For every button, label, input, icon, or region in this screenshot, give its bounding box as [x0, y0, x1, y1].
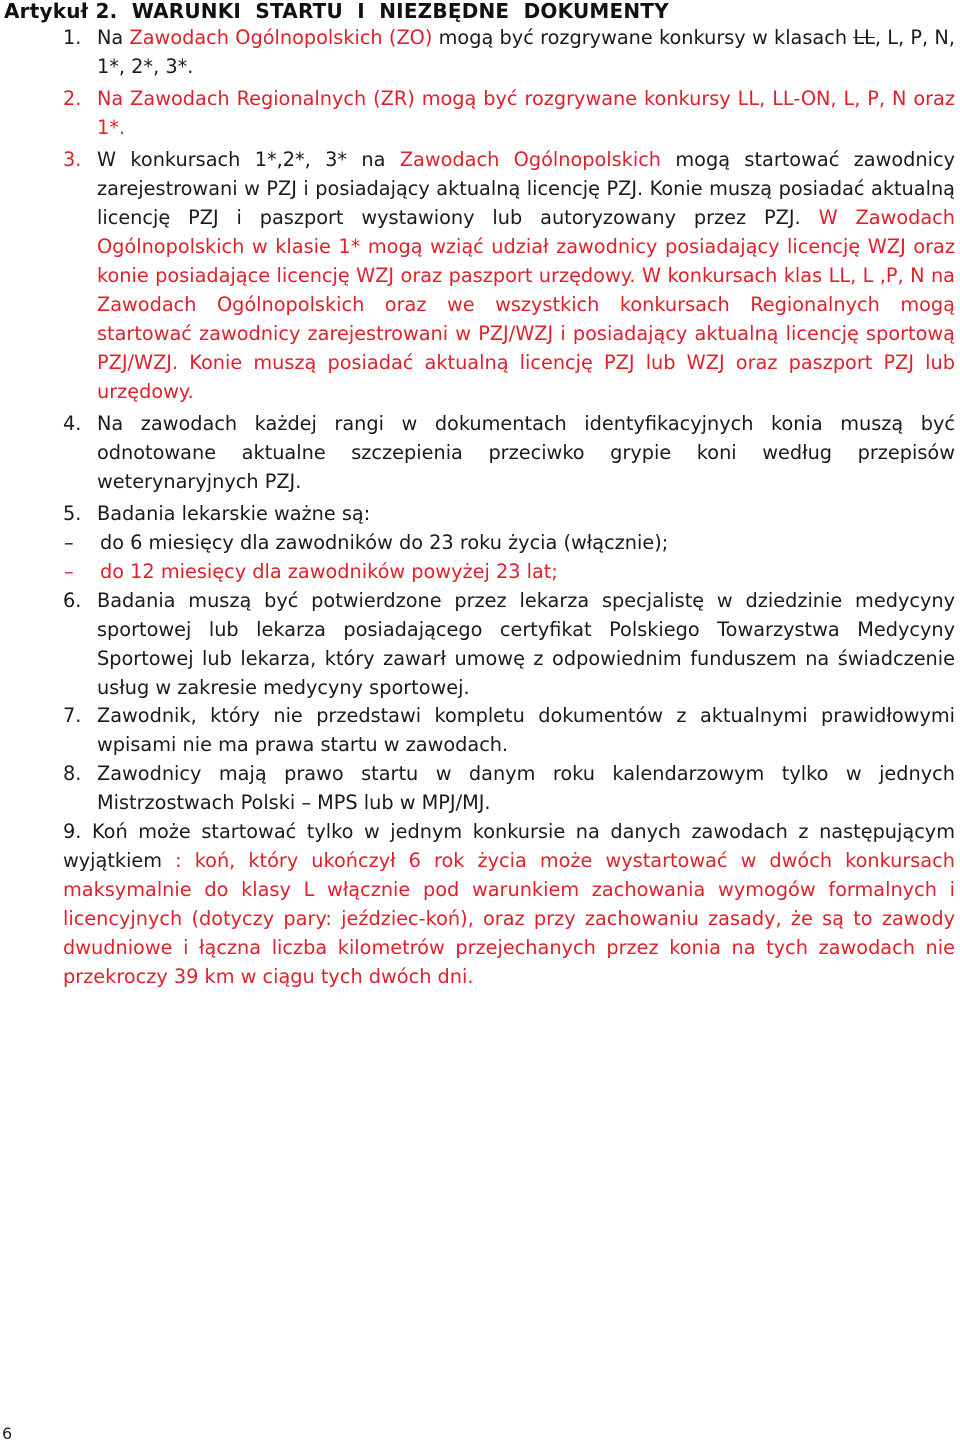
list-item: [63, 84, 955, 144]
list-item: [63, 23, 955, 83]
struck-text: LL: [853, 26, 875, 49]
text-segment: Zawodach Ogólnopolskich (ZO): [129, 26, 433, 49]
list-item: [63, 409, 955, 499]
text-segment: W Zawodach Ogólnopolskich w klasie 1* mogą wziąć udział zawodnicy posiadający licencję WZJ oraz konie posiadające licencję WZJ oraz paszport urzędowy. W konkursach klas LL, L ,P, N na Zawodach Ogólnopolskich oraz we wszystkich konkursach Regionalnych mogą startować zawodnicy zarejestrowani w PZJ/WZJ i posiadający aktualną licencję sportową PZJ/WZJ. Konie muszą posiadać aktualną licencję PZJ lub WZJ oraz paszport PZJ lub urzędowy.: [97, 206, 955, 403]
list-item: [63, 759, 955, 819]
dash-item-text: do 6 miesięcy dla zawodników do 23 roku życia (włącznie);: [100, 531, 669, 554]
dash-bullet: –: [64, 560, 74, 583]
list-item: [63, 499, 955, 529]
text-segment: Na: [97, 26, 130, 49]
item-number: 5.: [63, 502, 82, 525]
list-item: [63, 586, 955, 704]
item-number: 7.: [63, 704, 82, 727]
item-text: [97, 23, 955, 81]
dash-item-text: do 12 miesięcy dla zawodników powyżej 23 lat;: [100, 560, 558, 583]
dash-list-item: [60, 557, 952, 587]
item-text: [97, 499, 955, 528]
item-text: [97, 586, 955, 702]
text-segment: Zawodnicy mają prawo startu w danym roku kalendarzowym tylko w jednych Mistrzostwach Polski – MPS lub w MPJ/MJ.: [97, 762, 955, 814]
article-title: Artykuł 2. WARUNKI STARTU I NIEZBĘDNE DOKUMENTY: [4, 0, 669, 23]
list-item: [63, 817, 955, 991]
text-segment: Zawodach Ogólnopolskich: [399, 148, 662, 171]
text-segment: , L, P, N, 1*, 2*, 3*.: [97, 26, 955, 78]
text-segment: 9. Koń może startować tylko w jednym konkursie na danych zawodach z następującym wyjątkiem: [63, 820, 955, 872]
item-number: 4.: [63, 412, 82, 435]
item-text: [97, 701, 955, 759]
dash-list-item: [60, 528, 952, 558]
item-text: [97, 759, 955, 817]
item-number: 2.: [63, 87, 82, 110]
text-segment: Na Zawodach Regionalnych (ZR) mogą być rozgrywane konkursy LL, LL-ON, L, P, N oraz 1*.: [97, 87, 955, 139]
item-number: 6.: [63, 589, 82, 612]
text-segment: Na zawodach każdej rangi w dokumentach identyfikacyjnych konia muszą być odnotowane aktualne szczepienia przeciwko grypie koni według przepisów weterynaryjnych PZJ.: [97, 412, 955, 493]
item-text: [97, 409, 955, 496]
text-segment: Badania lekarskie ważne są:: [97, 502, 371, 525]
text-segment: mogą startować zawodnicy zarejestrowani w PZJ i posiadający aktualną licencję PZJ. Konie muszą posiadać aktualną licencję PZJ i paszport wystawiony lub autoryzowany przez PZJ.: [97, 148, 955, 229]
list-item: [63, 701, 955, 761]
text-segment: mogą być rozgrywane konkursy w klasach: [432, 26, 854, 49]
item-text: [97, 84, 955, 142]
dash-bullet: –: [64, 531, 74, 554]
item-number: 1.: [63, 26, 82, 49]
list-item: [63, 145, 955, 407]
text-segment: : koń, który ukończył 6 rok życia może wystartować w dwóch konkursach maksymalnie do klasy L włącznie pod warunkiem zachowania wymogów formalnych i licencyjnych (dotyczy pary: jeździec-koń), oraz przy zachowaniu zasady, że są to zawody dwudniowe i łączna liczba kilometrów przejechanych przez konia na tych zawodach nie przekroczy 39 km w ciągu tych dwóch dni.: [63, 849, 955, 988]
text-segment: W konkursach 1*,2*, 3* na: [97, 148, 400, 171]
page-number: 6: [2, 1424, 13, 1443]
item-number: 3.: [63, 148, 82, 171]
item-text: [97, 145, 955, 406]
text-segment: Badania muszą być potwierdzone przez lekarza specjalistę w dziedzinie medycyny sportowej lub lekarza posiadającego certyfikat Polskiego Towarzystwa Medycyny Sportowej lub lekarza, który zawarł umowę z odpowiednim funduszem na świadczenie usług w zakresie medycyny sportowej.: [97, 589, 955, 699]
item-number: 8.: [63, 762, 82, 785]
text-segment: Zawodnik, który nie przedstawi kompletu dokumentów z aktualnymi prawidłowymi wpisami nie ma prawa startu w zawodach.: [97, 704, 955, 756]
